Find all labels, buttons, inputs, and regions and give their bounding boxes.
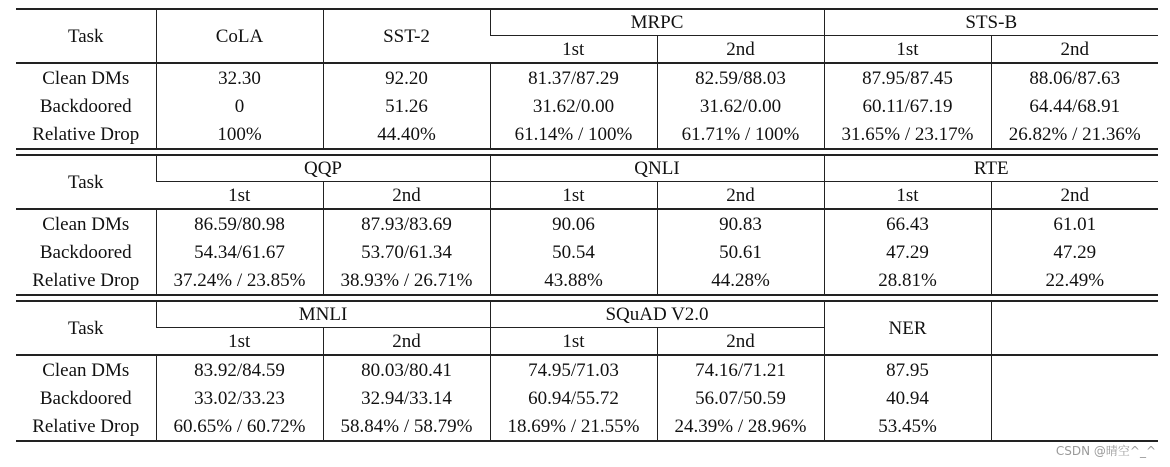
empty-header-cell [991,301,1158,355]
mrpc-1st: 1st [562,38,585,60]
ner-header: NER [824,301,991,355]
table-cell: 74.16/71.21 [657,355,824,384]
row-label-backdoored: Backdoored [39,95,132,117]
block1-backdoored-row [16,92,1158,120]
table-cell: 44.40% [323,120,490,149]
mrpc-2nd: 2nd [657,36,824,64]
table-cell: 61.01 [991,209,1158,238]
block1-clean-row [16,63,1158,92]
empty-cell [991,384,1158,412]
table-cell: 33.02/33.23 [156,384,323,412]
table-cell: 82.59/88.03 [657,63,824,92]
squad-1st: 1st [490,328,657,356]
block3-drop-row [16,412,1158,441]
qqp-header: QQP [156,155,490,182]
table-cell: 90.83 [657,209,824,238]
empty-cell [991,412,1158,441]
results-table-container [16,8,1158,442]
block2-subheader-row [16,182,1158,210]
table-cell: 28.81% [824,266,991,295]
rte-1st: 1st [824,182,991,210]
table-cell: 0 [156,92,323,120]
block1-header-row [16,9,1158,36]
cola-header: CoLA [156,9,323,63]
block2-drop-row [16,266,1158,295]
squad-header: SQuAD V2.0 [490,301,824,328]
table-cell: 24.39% / 28.96% [657,412,824,441]
table-cell: 83.92/84.59 [156,355,323,384]
mrpc-header: MRPC [490,9,824,36]
table-cell: 80.03/80.41 [323,355,490,384]
task-header: Task [16,155,156,209]
task-header: Task [16,9,156,63]
table-cell: 47.29 [991,238,1158,266]
row-label-clean: Clean DMs [16,355,156,384]
block1-drop-row [16,120,1158,149]
block3-backdoored-row [16,384,1158,412]
table-cell: 43.88% [490,266,657,295]
qqp-1st: 1st [228,184,251,206]
table-cell: 18.69% / 21.55% [490,412,657,441]
stsb-1st: 1st [824,36,991,64]
table-cell: 87.93/83.69 [323,209,490,238]
table-cell: 61.71% / 100% [657,120,824,149]
table-cell: 32.30 [156,63,323,92]
table-cell: 50.54 [490,238,657,266]
table-cell: 58.84% / 58.79% [323,412,490,441]
table-cell: 88.06/87.63 [991,63,1158,92]
table-cell: 40.94 [824,384,991,412]
table-cell: 31.62/0.00 [657,92,824,120]
rte-2nd: 2nd [991,182,1158,210]
sst2-header: SST-2 [323,9,490,63]
qnli-1st: 1st [490,182,657,210]
row-label-drop: Relative Drop [16,120,156,149]
squad-2nd: 2nd [657,328,824,356]
mnli-2nd: 2nd [323,328,490,356]
row-label-clean: Clean DMs [16,209,156,238]
task-header: Task [16,301,156,355]
table-cell: 53.70/61.34 [323,238,490,266]
table-cell: 44.28% [657,266,824,295]
table-cell: 37.24% / 23.85% [156,266,323,295]
stsb-header: STS-B [824,9,1158,36]
table-cell: 31.65% / 23.17% [824,120,991,149]
table-cell: 74.95/71.03 [490,355,657,384]
empty-cell [991,355,1158,384]
block3-clean-row [16,355,1158,384]
table-cell: 64.44/68.91 [991,92,1158,120]
table-cell: 54.34/61.67 [156,238,323,266]
table-cell: 81.37/87.29 [490,63,657,92]
table-cell: 86.59/80.98 [156,209,323,238]
table-cell: 22.49% [991,266,1158,295]
row-label-drop: Relative Drop [16,266,156,295]
row-label-backdoored: Backdoored [39,241,132,263]
row-label-backdoored: Backdoored [39,387,132,409]
table-cell: 47.29 [824,238,991,266]
table-cell: 60.11/67.19 [824,92,991,120]
table-cell: 31.62/0.00 [490,92,657,120]
row-label-drop: Relative Drop [16,412,156,441]
block3-header-row [16,301,1158,328]
mnli-header: MNLI [156,301,490,328]
table-cell: 32.94/33.14 [323,384,490,412]
table-cell: 92.20 [323,63,490,92]
block2-clean-row [16,209,1158,238]
table-cell: 51.26 [323,92,490,120]
block2-backdoored-row [16,238,1158,266]
qnli-2nd: 2nd [657,182,824,210]
qqp-2nd: 2nd [323,182,490,210]
rte-header: RTE [824,155,1158,182]
table-cell: 60.65% / 60.72% [156,412,323,441]
table-cell: 66.43 [824,209,991,238]
table-cell: 60.94/55.72 [490,384,657,412]
table-cell: 38.93% / 26.71% [323,266,490,295]
results-table [16,8,1158,442]
table-cell: 87.95/87.45 [824,63,991,92]
csdn-watermark: CSDN @晴空^_^ [1055,444,1156,458]
table-cell: 53.45% [824,412,991,441]
table-cell: 87.95 [824,355,991,384]
mnli-1st: 1st [228,330,251,352]
table-cell: 56.07/50.59 [657,384,824,412]
row-label-clean: Clean DMs [16,63,156,92]
table-cell: 90.06 [490,209,657,238]
qnli-header: QNLI [490,155,824,182]
stsb-2nd: 2nd [991,36,1158,64]
table-cell: 100% [156,120,323,149]
table-cell: 50.61 [657,238,824,266]
table-cell: 61.14% / 100% [490,120,657,149]
block2-header-row [16,155,1158,182]
table-cell: 26.82% / 21.36% [991,120,1158,149]
